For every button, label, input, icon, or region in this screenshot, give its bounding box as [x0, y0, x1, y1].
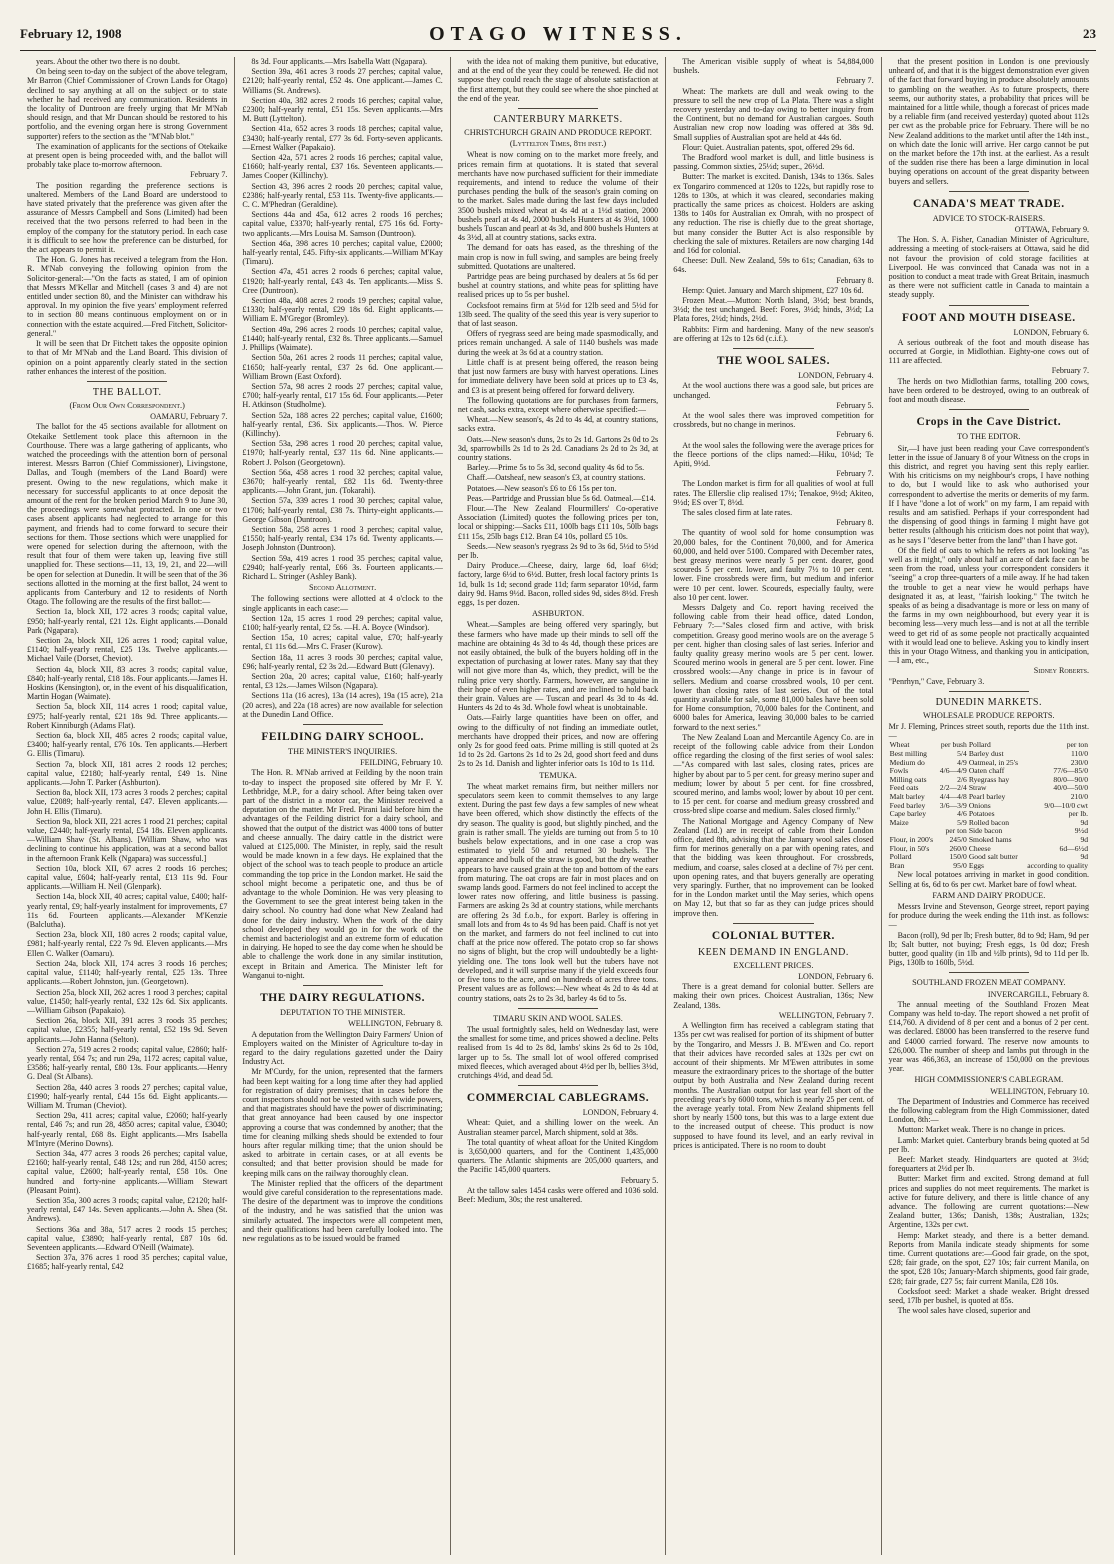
- colonial-butter-subheading: KEEN DEMAND IN ENGLAND.: [697, 946, 849, 958]
- dateline: LONDON, February 4.: [798, 371, 874, 381]
- paragraph: Section 23a, block XII, 180 acres 2 roods; capital value, £981; half-yearly rental, £22 7s 9d. Eleven applicants.—Mrs Ellen C. Walker (Oamaru).: [27, 930, 228, 958]
- cablegrams-continued: [673, 57, 873, 75]
- paragraph: Section 49a, 296 acres 2 roods 10 perches; capital value, £1440; half-yearly rental, £32 8s. Three applicants.—Samuel J. Phillips (Waimate).: [242, 324, 443, 353]
- paragraph: Potatoes.—New season's £6 to £6 15s per ton.: [466, 483, 617, 493]
- section-allotments: [242, 57, 442, 581]
- paragraph: The Hon. R. M'Nab arrived at Feilding by the noon train to-day to inspect the proposed site offered by Mr F. Y. Lethbridge, M.P., for a dairy school. After being taken over part of the district in a motor car, the Minister received a deputation on the matter. Mr Fred. Pirani laid before him the advantages of the Feilding district for a dairy school, and showed that the output of the district was 4000 tons of butter and cheese annually. The dairy cattle in the district were valued at £125,000. The Minister, in reply, said the result would be made known in a few days. He explained that the object of the school was to teach people to produce an article commanding the top price in the London market. He said the school might become a peripatetic one, and thus be of advantage to the whole Dominion. He was very pleasing to the Government to see the great interest being taken in the dairy school. No country had done what New Zealand had done for the dairy industry. When the work of the dairy school developed they would go in for the work of the chemist and bacteriologist and an extreme form of education in dairying. He hoped to see the day come when he should be able to challenge the work done in any similar institution, except in Britain and America. The Minister left for Wanganui to-night.: [242, 768, 443, 980]
- price-cell: Bran: [889, 860, 905, 870]
- colonial-butter-heading: COLONIAL BUTTER.: [711, 929, 835, 942]
- price-cell: Onions: [968, 800, 991, 810]
- southland-heading: SOUTHLAND FROZEN MEAT COMPANY.: [912, 978, 1066, 988]
- paragraph: The examination of applicants for the sections of Otekaike at present open is being proceeded with, and the ballot will probably take place to-morrow afternoon.: [27, 141, 228, 170]
- foot-mouth-heading: FOOT AND MOUTH DISEASE.: [902, 311, 1076, 324]
- paragraph: Section 43, 396 acres 2 roods 20 perches; capital value, £2386; half-yearly rental, £53 11s. Twenty-five applicants.—C. C. M'Phedran (Geraldine).: [242, 181, 443, 210]
- paragraph: Section 20a, 20 acres; capital value, £160; half-yearly rental, £3 12s.—James Wilson (Ngapara).: [242, 672, 443, 691]
- paragraph: Section 37a, 376 acres 1 rood 35 perches; capital value, £1685; half-yearly rental, £42: [27, 1253, 228, 1272]
- page-number: 23: [1083, 26, 1096, 41]
- canterbury-subheading: CHRISTCHURCH GRAIN AND PRODUCE REPORT.: [464, 128, 652, 138]
- market-paragraphs-2: [673, 286, 873, 343]
- high-commissioner-paragraphs: [889, 1097, 1089, 1316]
- price-cell: 80/0—90/0: [1053, 774, 1089, 784]
- divider: [518, 108, 598, 109]
- wool-paragraphs-5: [673, 411, 873, 429]
- wool-paragraphs-7: [673, 479, 873, 517]
- price-cell: per bush: [940, 740, 967, 750]
- canada-meat-heading: CANADA'S MEAT TRADE.: [913, 197, 1065, 210]
- paragraph: Oats.—Fairly large quantities have been on offer, and owing to the difficulty of not finding an immediate outlet, merchants have dropped their prices, and now are offering only 2s for good feed oats. Prime milling is still quoted at 2s 1d to 2s 2d. Gartons 2s 1d to 2s 2d, good short feed and duns 2s to 2s 1d. Danish and lighter inferior oats 1s 10d to 1s 11d.: [457, 713, 659, 769]
- dairy-regulations-heading: THE DAIRY REGULATIONS.: [260, 992, 426, 1005]
- price-cell: Maize: [889, 817, 909, 827]
- paragraph: Section 35a, 300 acres 3 roods; capital value, £2120; half-yearly rental, £47 14s. Seven applicants.—John A. Shea (St. Andrews).: [27, 1195, 228, 1224]
- canada-meat-subheading: ADVICE TO STOCK-RAISERS.: [932, 213, 1045, 223]
- dateline: WELLINGTON, February 7.: [778, 1010, 874, 1020]
- price-cell: Barley dust: [968, 748, 1004, 758]
- paragraph: Section 56a, 458 acres 1 rood 32 perches; capital value, £3670; half-yearly rental, £82 11s 6d. Twenty-three applicants.—John Grant, jun. (Tokarahi).: [242, 467, 443, 496]
- dunedin-after: [889, 870, 1089, 888]
- second-allotment-heading: Second Allotment.: [308, 583, 377, 593]
- price-cell: 3/6—3/9: [939, 800, 967, 810]
- paragraph: Section 24a, block XII, 174 acres 3 roods 16 perches; capital value, £1140; half-yearly rental, £25 13s. Three applicants.—Robert Johnston, jun. (Georgetown).: [27, 958, 228, 987]
- price-cell: Side bacon: [968, 826, 1003, 836]
- paragraph: Section 40a, 382 acres 2 roods 16 perches; capital value, £2300; half-yearly rental, £51 15s. Seven applicants.—Mrs M. Butt (Lyttelton).: [242, 95, 443, 124]
- price-cell: Pollard: [889, 852, 912, 862]
- price-cell: 5/9: [957, 817, 967, 827]
- ashburton-paragraphs: [458, 620, 658, 768]
- second-allotment-paragraphs: [242, 594, 442, 719]
- dunedin-subheading: WHOLESALE PRODUCE REPORTS.: [923, 710, 1055, 720]
- price-cell: Oatmeal, in 25's: [968, 757, 1019, 767]
- price-cell: 9d: [1080, 852, 1089, 862]
- dateline: LONDON, February 4.: [582, 1108, 659, 1118]
- paragraph: Section 27a, 519 acres 2 roods; capital value, £2860; half-yearly rental, £64 7s; and run 29a, 1172 acres; capital value, £3586; half-yearly rental, £80 13s. Four applicants.—Henry G. Deal (St Albans).: [27, 1044, 228, 1082]
- butter-paragraphs-2: [673, 1021, 873, 1150]
- commercial-paragraphs: [458, 1118, 658, 1174]
- price-cell: per lb.: [1068, 809, 1089, 819]
- crops-cave-heading: Crops in the Cave District.: [916, 416, 1062, 429]
- paragraph: Section 57a, 339 acres 1 rood 30 perches; capital value, £1706; half-yearly rental, £38 7s. Thirty-eight applicants.—George Gibson (Duntroon).: [242, 496, 443, 524]
- price-cell: Rolled bacon: [968, 817, 1010, 827]
- feilding-subheading: THE MINISTER'S INQUIRIES.: [288, 747, 398, 757]
- paragraph: Section 25a, block XII, 262 acres 1 rood 3 perches; capital value, £1450; half-yearly rental, £32 12s 6d. Six applicants.—William Gibson (Papakaio).: [27, 987, 228, 1015]
- canterbury-source: (Lyttelton Times, 8th inst.): [509, 139, 607, 149]
- dateline: OAMARU, February 7.: [150, 412, 228, 422]
- wool-sales-heading: THE WOOL SALES.: [716, 355, 830, 368]
- paragraph: New local potatoes arriving in market in good condition. Selling at 6s, 6d to 6s per cwt. Market bare of fowl wheat.: [888, 870, 1090, 889]
- paragraph: Section 48a, 408 acres 2 roods 19 perches; capital value, £1330; half-yearly rental, £29 18s 6d. Eight applicants.—William E. M'Gregor (Bromley).: [242, 296, 443, 324]
- price-cell: 110/0: [1071, 748, 1089, 758]
- paragraph: Seeds.—New season's ryegrass 2s 9d to 3s 6d, 5½d to 5½d per lb.: [457, 541, 659, 560]
- issue-date: February 12, 1908: [20, 26, 122, 41]
- dateline: WELLINGTON, February 8.: [348, 1019, 443, 1029]
- paragraph: The position regarding the preference sections is unaltered. Members of the Land Board are understood to have stated privately that the preference was given after the assurance of Messrs Campbell and Sons (Limited) had been received that the two persons referred to had been in the employ of the company for the statutory period. In each case it is difficult to see how the preference can be disturbed, for the act appears to permit it.: [27, 180, 228, 255]
- temuka-heading: TEMUKA.: [539, 770, 577, 780]
- farm-paragraphs: [889, 902, 1089, 967]
- paragraph: Sections 44a and 45a, 612 acres 2 roods 16 perches; capital value, £3370; half-yearly rental, £75 16s 6d. Forty-two applicants.—Mrs Louisa M. Samson (Duntroon).: [242, 210, 443, 238]
- paragraph: Section 8a, block XII, 173 acres 3 roods 2 perches; capital value, £2089; half-yearly rental, £47. Eleven applicants.—John H. Ellis (Timaru).: [27, 788, 228, 816]
- preference-paragraphs: [27, 181, 227, 376]
- price-cell: Eggs: [968, 860, 984, 870]
- dateline: LONDON, February 6.: [798, 972, 874, 982]
- foot-mouth-paragraphs: [889, 338, 1089, 366]
- paragraph: The annual meeting of the Southland Frozen Meat Company was held to-day. The report showed a net profit of £14,760. A dividend of 8 per cent and a bonus of 2 per cent. was declared. £8000 has been transferred to the reserve fund and £4000 carried forward. The reserve now amounts to £26,000. The number of sheep and lambs put through in the year was 466,363, an increase of 150,000 on the previous year.: [888, 999, 1090, 1074]
- paragraph: At the wool auctions there was a good sale, but prices are unchanged.: [673, 381, 874, 400]
- price-row: [889, 862, 1089, 871]
- divider: [518, 1085, 598, 1086]
- paragraph: The Department of Industries and Commerce has received the following cablegram from the High Commissioner, dated London, 8th:—: [888, 1096, 1090, 1125]
- dateline: February 8.: [836, 518, 874, 528]
- dateline: February 5.: [836, 400, 874, 410]
- paragraph: The wheat market remains firm, but neither millers nor speculators seem keen to commit themselves to any large extent. During the past few days a few samples of new wheat have been offered, which show distinctly the effects of the dry season. The quality is good, but slightly pinched, and the grain is rather small. The yields are turning out from 5 to 10 bushels below expectations, and in one case a crop was estimated to yield 50 and returned 30 bushels. The appearance and bulk of the straw is good, but the dry weather appears to have caused grain at the top and bottom of the ears from maturing. The oat crops are fair in most places and on swamp lands good. Farmers do not feel inclined to accept the lower rates now offering, and little business is passing. Farmers are asking 2s 3d at country stations, while merchants are offering 2s 3d f.o.b., for export. Barley is offering in small lots and from 4s to 4s 9d has been paid. Chaff is not yet on the market, and farmers do not feel inclined to cut into chaff at the price now offered. The potato crop so far shows no signs of blight, but the crop will undoubtedly be a light-yielding one. The tons look well but the tubers have not developed, and it will surprise many if the yield exceeds four or five tons to the acre, and on hundreds of acres three tons. Present values are as follows:—New wheat 4s 2d to 4s 4d at country stations, oats 2s to 2s 3d, barley 4s 6d to 5s.: [457, 781, 659, 1003]
- paragraph: Section 57a, 98 acres 2 roods 27 perches; capital value, £700; half-yearly rental, £17 15s 6d. Four applicants.—Peter H. Atkinson (Studholme).: [242, 381, 443, 410]
- paragraph: Mutton: Market weak. There is no change in prices.: [897, 1125, 1066, 1135]
- divider: [949, 409, 1029, 410]
- dateline: February 8.: [836, 275, 874, 285]
- price-cell: according to quality: [1027, 860, 1089, 870]
- column-4: [666, 57, 881, 1555]
- paragraph: Dairy Produce.—Cheese, dairy, large 6d, loaf 6½d; factory, large 6½d to 6½d. Butter, fresh local factory prints 1s 1d, bulk 1s 1d; second grade 11d; farm separator 10½d, farm dairy 9d. Hams 9½d. Bacon, rolled sides 9d, sides 8½d. Fresh eggs, 1s per dozen.: [457, 561, 659, 607]
- timaru-heading: TIMARU SKIN AND WOOL SALES.: [493, 1013, 623, 1023]
- crops-letter: [889, 444, 1089, 666]
- feilding-heading: FEILDING DAIRY SCHOOL.: [261, 731, 424, 744]
- paragraph: Little chaff is at present being offered, the reason being that just now farmers are busy with harvest operations. Lines for immediate delivery have been sold at prices up to £3 4s, and £3 is at present being offered for forward delivery.: [457, 357, 659, 395]
- paragraph: Chaff.—Oatsheaf, new season's £3, at country stations.: [466, 473, 646, 483]
- price-cell: Pollard: [968, 740, 991, 750]
- dateline: FEILDING, February 10.: [360, 758, 443, 768]
- price-cell: 4/6—4/9: [939, 766, 967, 776]
- dateline: February 7.: [190, 170, 228, 180]
- canterbury-markets-heading: CANTERBURY MARKETS.: [493, 114, 623, 126]
- paragraph: Butter: The market is excited. Danish, 134s to 136s. Sales ex Tongariro commenced at 120s to 122s, but rapidly rose to 128s to 130s, at which it was cleared, secondaries making practically the same prices as choicest. Holders are asking 138s to 140s for Australian ex Omrah, with no prospect of any reduction. The rise is chiefly due to the great shortage, but many consider the Butter Act is also responsible by checking the sale of mixtures. Retailers are now charging 14d and 16d for colonial.: [673, 172, 874, 256]
- price-cell: Flour, in 200's: [889, 834, 934, 844]
- price-cell: Wheat: [889, 740, 910, 750]
- farm-dairy-heading: FARM AND DAIRY PRODUCE.: [932, 890, 1046, 900]
- paragraph: Messrs Irvine and Stevenson, George street, report paying for produce during the week ending the 11th inst. as follows:—: [888, 901, 1090, 930]
- price-cell: 4/6: [957, 809, 967, 819]
- columns: [20, 57, 1096, 1555]
- paragraph: Section 28a, 440 acres 3 roods 27 perches; capital value, £1990; half-yearly rental, £44 15s 6d. Eight applicants.—William M. Truman (Cheviot).: [27, 1082, 228, 1110]
- paragraph: The herds on two Midlothian farms, totalling 200 cows, have been ordered to be destroyed, owing to an outbreak of foot and mouth disease.: [888, 376, 1090, 405]
- paragraph: Beef: Market steady. Hindquarters are quoted at 3½d; forequarters at 2½d per lb.: [888, 1154, 1090, 1174]
- paragraph: Section 58a, 258 acres 1 rood 3 perches; capital value, £1550; half-yearly rental, £34 17s 6d. Twenty applicants.—Joseph Johnston (Duntroon).: [242, 524, 443, 553]
- price-cell: 245/0: [949, 834, 967, 844]
- masthead: [20, 22, 1096, 51]
- high-commissioner-heading: HIGH COMMISSIONER'S CABLEGRAM.: [914, 1075, 1064, 1085]
- paragraph: Of the field of oats to which he refers as not looking "as well as it might," only about half an acre of dark face can be seen from the road, unless your correspondent considers it "seeing" a crop three-quarters of a mile away. If he had taken the trouble to get a near view he would perhaps have designated it as, at least, "fairish looking." The twitch he speaks of as being a disadvantage is more or less on many of the farms in my own neighbourhood, but every year it is becoming less—very much less—and is not at all the terrible weed to get rid of as some people not practically acquainted with it would lead one to believe. Asking you to kindly insert this in your Otago Witness, and thanking you in anticipation,—I am, etc.,: [888, 545, 1090, 666]
- paragraph: The quantity of wool sold for home consumption was 20,000 bales, for the Continent 70,000, and for America 60,000, and held over 5100. Compared with December rates, best greasy merinos were nearly 5 per cent. dearer, good scoureds 5 per cent. lower, and faulty 7½ to 10 per cent. lower. Fine crossbreds were firm, but medium and inferior were 10 per cent. lower. Scoureds, especially faulty, were also 10 per cent. lower.: [673, 528, 874, 602]
- price-cell: 4/4—4/8: [939, 791, 967, 801]
- paragraph: Section 47a, 451 acres 2 roods 6 perches; capital value, £1920; half-yearly rental, £43 4s. Ten applicants.—Miss S. Cree (Duntroon).: [242, 267, 443, 295]
- price-table: [889, 741, 1089, 870]
- foot-mouth-paragraphs-2: [889, 377, 1089, 405]
- dateline: February 5.: [620, 1175, 659, 1185]
- paragraph: Wheat.—Samples are being offered very sparingly, but these farmers who have made up their minds to sell off the machine are obtaining 4s 3d to 4s 4d, though these prices are not easily obtained, the bulk of the buyers holding off in the expectation of purchasing at lower rates. Many say that they will not give more than 4s, which, they predict, will be the ruling price very shortly. Farmers, however, are sanguine in their hope of even higher rates, and are inclined to hold back their grain. Values are — Tuscan and pearl 4s 3d to 4s 4d. Hunters 4s 2d to 4s 3d. Whole fowl wheat is unobtainable.: [457, 620, 659, 713]
- price-cell: 5/4: [957, 748, 967, 758]
- paragraph: The usual fortnightly sales, held on Wednesday last, were the smallest for some time, and prices showed a decline. Pelts realised from 1s 4d to 2s 8d, lambs' skins 2s 6d to 2s 10d, larger up to 5s. The small lot of wool offered comprised mixed fleeces, which averaged about 4½d per lb, bellies 3½d, crutchings 4½d, and dead 5d.: [457, 1024, 659, 1080]
- paragraph: The following sections were allotted at 4 o'clock to the single applicants in each case:—: [242, 594, 443, 613]
- paragraph: On being seen to-day on the subject of the above telegram, Mr Barron (Chief Commissioner of Crown Lands for Otago) declined to say anything at all on the subject or to state whether he had received any communication. Residents in the locality of Duntroon are freely urging that Mr M'Nab should resign, and that Mr Duncan should be restored to his portfolio, and the evening organ here is strong Government supporter) refers to the section as the "M'Nab blot.": [27, 67, 228, 141]
- market-paragraphs: [673, 87, 873, 275]
- paragraph: Section 34a, 477 acres 3 roods 26 perches; capital value, £2160; half-yearly rental, £48 12s; and run 28d, 4150 acres; capital value, £2600; half-yearly rental, £58 10s. One hundred and forty-nine applicants.—William Stewart (Pleasant Point).: [27, 1148, 228, 1195]
- price-cell: 210/0: [1070, 791, 1089, 801]
- commercial-paragraphs-2: [458, 1186, 658, 1204]
- paragraph: Flour.—The New Zealand Flourmillers' Co-operative Association (Limited) quotes the following prices per ton, local or shipping:—Sacks £11, 100lb bags £11 10s, 50lb bags £11 15s, 25lb bags £12. Bran £4 10s, pollard £5 10s.: [457, 503, 659, 541]
- ashburton-heading: ASHBURTON.: [531, 609, 585, 619]
- paragraph: Section 12a, 15 acres 1 rood 29 perches; capital value, £100; half-yearly rental, £2 5s. —H. A. Boyce (Windsor).: [242, 613, 443, 632]
- divider: [949, 691, 1029, 692]
- paragraph: The total quantity of wheat afloat for the United Kingdom is 3,650,000 quarters, and for the Continent 1,435,000 quarters. The Atlantic shipments are 205,000 quarters, and the Pacific 145,000 quarters.: [457, 1137, 659, 1175]
- butter-continued: [889, 57, 1089, 186]
- price-cell: Smoked hams: [968, 834, 1012, 844]
- price-cell: Good salt butter: [968, 852, 1018, 862]
- colonial-butter-subheading-2: EXCELLENT PRICES.: [733, 960, 814, 970]
- price-cell: 9½d: [1074, 826, 1089, 836]
- to-editor-label: TO THE EDITOR.: [957, 432, 1021, 442]
- paragraph: Section 26a, block XII, 391 acres 3 roods 35 perches; capital value, £2355; half-yearly rental, £52 19s 9d. Seven applicants.—John Hanna (Selton).: [27, 1016, 228, 1044]
- paragraph: Section 29a, 411 acres; capital value, £2060; half-yearly rental, £46 7s; and run 28, 4850 acres; capital value, £3040; half-yearly rental, £68 8s. Eight applicants.—Mrs Isabella M'Intyre (Merino Downs).: [27, 1111, 228, 1148]
- paragraph: The London market is firm for all qualities of wool at full rates. The Ellerslie clip realised 17½; Tenakoe, 9½d; Akiteo, 9½d; ES over T, 8½d.: [673, 479, 874, 507]
- price-cell: 230/0: [1070, 757, 1089, 767]
- wool-paragraphs-6: [673, 441, 873, 469]
- letter-address: "Penrhyn," Cave, February 3.: [888, 676, 985, 686]
- dairy-regulations-subheading: DEPUTATION TO THE MINISTER.: [280, 1008, 406, 1018]
- price-cell: 260/0: [949, 843, 967, 853]
- wool-paragraphs-8: [673, 528, 873, 918]
- paragraph: Wheat.—New season's, 4s 2d to 4s 4d, at country stations, sacks extra.: [457, 415, 659, 434]
- paragraph: Section 1a, block XII, 172 acres 3 roods; capital value, £950; half-yearly rental, £21 12s. Eight applicants.—Donald Park (Ngapara).: [27, 607, 228, 635]
- paragraph: Section 42a, 571 acres 2 roods 16 perches; capital value, £1660; half-yearly rental, £37 16s. Seventeen applicants.—James Cooper (Killinchy).: [242, 153, 443, 181]
- paragraph: Section 2a, block XII, 126 acres 1 rood; capital value, £1140; half-yearly rental, £25 13s. Twelve applicants.—Michael Vaile (Dorset, Cheviot).: [27, 635, 228, 664]
- paragraph: Section 6a, block XII, 485 acres 2 roods; capital value, £3400; half-yearly rental, £76 10s. Ten applicants.—Herbert G. Ellis (Timaru).: [27, 731, 228, 759]
- paragraph: Section 50a, 261 acres 2 roods 11 perches; capital value, £1650; half-yearly rental, £37 2s 6d. One applicant.—William Brown (East Oxford).: [242, 353, 443, 381]
- dairy-regulations-paragraphs: [242, 1030, 442, 1244]
- paragraph: The following quotations are for purchases from farmers, net cash, sacks extra, except where otherwise specified:—: [457, 395, 659, 414]
- paragraph: Section 7a, block XII, 181 acres 2 roods 12 perches; capital value, £2180; half-yearly rental, £49 1s. Nine applicants.—John T. Parker (Ashburton).: [27, 759, 228, 788]
- price-cell: Fowls: [889, 766, 909, 776]
- paragraph: A Wellington firm has received a cablegram stating that 135s per cwt was realised for portion of its shipment of butter by the Tongariro, and Messrs J. B. M'Ewen and Co. report that their advices have recorded sales at 132s per cwt on account of their shipments. Mr M'Ewen attributes in some measure the extraordinary prices to the shortage of the butter output by both Australia and New Zealand during recent months. The Australian output for last year fell short of the preceding year's by 6000 tons, which is nearly 25 per cent. of the average yearly total. From New Zealand shipments fell short by nearly 1500 tons, but this was to a large extent due to the increased output of cheese. This product is now supposed to have found its level, and an early revival in prices is anticipated. There is no room to doubt: [673, 1021, 874, 1150]
- paragraph: It will be seen that Dr Fitchett takes the opposite opinion to that of Mr M'Nab and the Land Board. This division of opinion on a point apparently clearly stated in the section rather enhances the interest of the position.: [27, 339, 228, 376]
- paragraph: Butter: Market firm and excited. Strong demand at full prices and supplies do not meet requirements. The market is active for future delivery, and there is little chance of any advance. The following are current quotations:—New Zealand butter, 136s; Danish, 138s; Australian, 132s; Argentine, 132s per cwt.: [888, 1174, 1090, 1230]
- canterbury-paragraphs: [458, 150, 658, 607]
- price-cell: Cape barley: [889, 809, 927, 819]
- dateline: INVERCARGILL, February 8.: [987, 989, 1090, 999]
- divider: [303, 985, 383, 986]
- paragraph: Hemp: Quiet. January and March shipment, £27 10s 6d.: [682, 285, 864, 295]
- divider: [303, 724, 383, 725]
- price-cell: Milling oats: [889, 774, 927, 784]
- paragraph: Section 41a, 652 acres 3 roods 18 perches; capital value, £3430; half-yearly rental, £77 3s 6d. Forty-seven applicants.—Ernest Walker (Papakaio).: [242, 124, 443, 152]
- paragraph: Sir,—I have just been reading your Cave correspondent's letter in the issue of January 8 of your Witness on the crops in this district, and regret you having sent this reply earlier. With his criticisms on my neighbour's crops, I have nothing to do, but I would like to ask who authorised your correspondent to advertise the merits or demerits of my farm. If I have "done a lot of work" on my farm, I am repaid with results and am satisfied. Perhaps if your correspondent had the dispensing of good things in farming I might have got better results (although his criticism does not point that way), as he says I "deserve better from the land" than I have got.: [888, 443, 1090, 545]
- paragraph: The National Mortgage and Agency Company of New Zealand (Ltd.) are in receipt of cable from their London office, dated 8th, advising that the January wool sales closed firm for merinos generally on a par with opening rates, and that the bidding was keen throughout. For crossbreds, medium, and coarse, sales closed at a decline of 7½ per cent. upon opening rates, and that buyers generally are operating very sparingly. Further, that no improvement can be looked for in the London market until the May series, which opens on May 12, but that so far as they can judge prices should improve then.: [673, 816, 874, 918]
- paragraph: Section 18a, 11 acres 3 roods 30 perches; capital value, £96; half-yearly rental, £2 3s 2d.—Edward Butt (Glenavy).: [242, 652, 443, 671]
- dairy-continued: [458, 57, 658, 103]
- column-5: [882, 57, 1096, 1555]
- dunedin-intro: Mr J. Fleming, Princes street south, reports due the 11th inst. —: [888, 721, 1090, 741]
- price-cell: Oaten chaff: [968, 766, 1005, 776]
- price-cell: Medium do: [889, 757, 925, 767]
- dateline: February 7.: [836, 469, 874, 479]
- paragraph: Section 15a, 10 acres; capital value, £70; half-yearly rental, £1 11s 6d.—Mrs C. Fraser (Kurow).: [242, 633, 443, 652]
- paragraph: Mr M'Curdy, for the union, represented that the farmers had been kept waiting for a long time after they had applied for registration of dairy premises; that in cases before the court inspectors should not be vested with such wide powers, and that magistrates should have the power of discriminating; that great annoyance had been caused by one inspector approving a course that was condemned by another; that the time for cleaning milking sheds should be extended to four hours after regular milking time; that the union should be asked to arbitrate in certain cases, or at all events be consulted; and that better provision should be made for keeping milk cans on the railway thoroughly clean.: [242, 1067, 443, 1178]
- paragraph: The Hon. S. A. Fisher, Canadian Minister of Agriculture, addressing a meeting of stock-raisers at Ottawa, said he did not favour the provision of cold storage facilities at Liverpool. He was convinced that Canada was not in a position to conduct a meat trade with Great Britain, inasmuch as there were not sufficient cattle in Canada to maintain a steady supply.: [888, 235, 1090, 300]
- paragraph: At the wool sales there was improved competition for crossbreds, but no change in merinos.: [673, 410, 874, 430]
- paragraph: At the wool sales the following were the average prices for the fleece portions of the clips named:—Hiku, 10¼d; Te Apiti, 9½d.: [673, 440, 874, 468]
- column-1: [20, 57, 235, 1555]
- paragraph: Section 5a, block XII, 114 acres 1 rood; capital value, £975; half-yearly rental, £21 18s 9d. Three applicants.—Robert Kinniburgh (Adams Flat).: [27, 702, 228, 730]
- paragraph: Frozen Meat.—Mutton: North Island, 3½d; best brands, 3½d; the test unchanged. Beef: Fores, 3½d; hinds, 3½d; La Plata fores, 2½d; hinds, 2½d.: [673, 296, 874, 324]
- price-cell: Feed barley: [889, 800, 926, 810]
- paragraph: Wheat is now coming on to the market more freely, and prices remain firm at quotations. It is stated that several merchants have now purchased sufficient for their immediate requirements, and intend to reduce the volume of their purchases pending the bulk of the season's grain coming on to the market. Sales made during the last few days included 3500 bushels mixed wheat at 4s 4d at a 1½d station, 2000 bushels pearl at 4s 4d, 2000 bushels Hunters at 4s 3½d, 1000 bushels Tuscan and pearl at 4s 3d, and 800 bushels Hunters at 4s 3½d, all at country stations, sacks extra.: [457, 150, 659, 243]
- price-cell: Straw: [968, 783, 987, 793]
- paragraph: Barley.—Prime 5s to 5s 3d, second quality 4s 6d to 5s.: [466, 463, 645, 473]
- divider: [949, 191, 1029, 192]
- paragraph: Bacon (roll), 9d per lb; Fresh butter, 8d to 9d; Ham, 9d per lb; Salt butter, not buying; Fresh eggs, 1s 0d doz; Fresh butter, good quality (in 1lb and ½lb prints), 9d to 11d per lb. Pigs, 130lb to 160lb, 5½d.: [888, 930, 1090, 968]
- price-cell: Potatoes: [968, 809, 995, 819]
- dateline: WELLINGTON, February 10.: [990, 1086, 1090, 1096]
- dateline: February 7.: [836, 76, 874, 86]
- paragraph: Offers of ryegrass seed are being made spasmodically, and prices remain unchanged. A sale of 1140 bushels was made during the week at 3s 6d at a country station.: [457, 329, 659, 357]
- paragraph: Oats.—New season's duns, 2s to 2s 1d. Gartons 2s 0d to 2s 3d, sparrowbills 2s 1d to 2s 2d. Canadians 2s 2d to 2s 3d, at country stations.: [457, 434, 659, 462]
- newspaper-title: OTAGO WITNESS.: [429, 23, 687, 45]
- price-cell: Pearl barley: [968, 791, 1006, 801]
- price-cell: 2/2—2/4: [939, 783, 967, 793]
- price-cell: per ton: [1066, 740, 1089, 750]
- paragraph: Lamb: Market quiet. Canterbury brands being quoted at 5d per lb.: [888, 1135, 1090, 1154]
- dateline: OTTAWA, February 9.: [1014, 225, 1090, 235]
- price-cell: 77/6—85/0: [1053, 766, 1089, 776]
- price-cell: 6d—6½d: [1059, 843, 1089, 853]
- price-cell: 9d: [1080, 817, 1089, 827]
- paragraph: 8s 3d. Four applicants.—Mrs Isabella Watt (Ngapara).: [251, 57, 428, 66]
- commercial-cablegrams-heading: COMMERCIAL CABLEGRAMS.: [466, 1092, 650, 1105]
- paragraph: The American visible supply of wheat is 54,884,000 bushels.: [673, 57, 874, 76]
- dateline: LONDON, February 6.: [1013, 327, 1090, 337]
- paragraph: Sections 36a and 38a, 517 acres 2 roods 15 perches; capital value, £3890; half-yearly rental, £87 10s 6d. Seventeen applicants.—Edward O'Neill (Waimate).: [27, 1224, 228, 1252]
- paragraph: Partridge peas are being purchased by dealers at 5s 6d per bushel at country stations, and white peas for splitting have realised prices up to 5s per bushel.: [457, 272, 659, 300]
- ballot-subheading: (From Our Own Correspondent.): [69, 400, 185, 410]
- paragraph: with the idea not of making them punitive, but educative, and at the end of the year they could be renewed. He did not suppose they could reach the stage of absolute satisfaction at the first attempt, but they could see where the shoe pinched at the end of the year.: [457, 57, 659, 103]
- paragraph: Section 14a, block XII, 40 acres; capital value, £400; half-yearly rental, £9; half-yearly instalment for improvements, £7 11s 6d. Fourteen applicants.—Alexander M'Kenzie (Balclutha).: [27, 892, 228, 930]
- paragraph: The Minister replied that the officers of the department would give careful consideration to the representations made. The desire of the department was to improve the conditions of the industry, and he was satisfied that the union was similarly actuated. The inspectors were all competent men, and their qualifications had been carefully looked into. The new regulations as to be issued would be framed: [242, 1178, 443, 1243]
- paragraph: The wool sales have closed, superior and: [897, 1306, 1031, 1316]
- feilding-paragraphs: [242, 768, 442, 980]
- southland-paragraphs: [889, 1000, 1089, 1074]
- paragraph: Section 52a, 188 acres 22 perches; capital value, £1600; half-yearly rental, £36. Six applicants.—Thos. W. Pierce (Killinchy).: [242, 410, 443, 438]
- canada-paragraphs: [889, 235, 1089, 299]
- paragraph: Section 10a, block XII, 67 acres 2 roods 16 perches; capital value, £604; half-yearly rental, £13 11s 9d. Four applicants.—William H. Neil (Glenpark).: [27, 863, 228, 892]
- price-cell: 2/6: [957, 774, 967, 784]
- divider: [87, 381, 167, 382]
- price-cell: Cheese: [968, 843, 991, 853]
- otekaike-paragraphs: [27, 57, 227, 169]
- divider: [949, 972, 1029, 973]
- dateline: February 6.: [836, 430, 874, 440]
- paragraph: that the present position in London is one previously unheard of, and that it is the biggest demonstration ever given of the fact that forward buying in produce absolutely amounts to gambling on the weather. As to future prospects, there seems, our authority states, a probability that prices will be maintained for a little while, though a forecast of prices made by a reliable firm (and received yesterday) quoted about 112s per cwt as the probable price for February. There will be no New Zealand additions to the market until after the 14th inst., on which date the Ionic will arrive. Her cargo cannot be put on the market before the 17th inst. at the earliest. As a result of the sudden rise there has been a large diminution in local buying operations on account of the great disparity between buyers and sellers.: [888, 57, 1090, 186]
- paragraph: Section 39a, 461 acres 3 roods 27 perches; capital value, £2120; half-yearly rental, £52 4s. One applicant.—James C. Williams (St. Andrews).: [242, 67, 443, 95]
- paragraph: Section 4a, block XII, 83 acres 3 roods; capital value, £840; half-yearly rental, £18 18s. Four applicants.—James H. Hoskins (Kensington), or, in the event of his disqualification, Martin Hogan (Waimate).: [27, 664, 228, 702]
- paragraph: The ballot for the 45 sections available for allotment on Otekaike Settlement took place this afternoon in the Courthouse. There was a large gathering of applicants, who watched the proceedings with the attention born of personal interest. Messrs Barron (Chief Commissioner), Livingstone, Dallas, and Tough (members of the Land Board) were present. Owing to the new regulations, which make it necessary for successful applicants to at once deposit the amount of the rent for the broken period March 9 to June 30, the proceedings were somewhat protracted. In one or two cases absent applicants had neglected to arrange for this payment, and friends had to come forward to secure their sections for them. Those sections which were unapplied for were opened for selection during the afternoon, with the result that four of them were taken up, leaving five still unapplied for. These sections—11, 13, 19, 21, and 22—will be open for selection at Dunedin. It will be seen that of the 36 sections allotted in the morning at the first ballot, 24 went to applicants from Canterbury and 12 to residents of North Otago. The following are the results of the first ballot:—: [27, 422, 228, 607]
- paragraph: Messrs Dalgety and Co. report having received the following cable from their head office, dated London, February 7:—"Sales closed firm and active, with brisk competition. Greasy good merino wools are on the average 5 per cent. higher than closing sales of last series. Inferior and faulty quality greasy merino wools are 5 per cent. lower. Scoured merino wools in general are 5 per cent. lower. Fine crossbred wools:—Any change in price is in favour of sellers. Medium and coarse crossbred wools, 10 per cent. lower than closing rates of last series. Out of the total quantity available for sale, some 81,000 bales have been sold for Home consumption, 70,000 bales for the Continent, and 6000 bales for America, leaving 30,000 bales to be carried forward to the next series.": [673, 602, 874, 732]
- wool-paragraphs: [673, 381, 873, 399]
- price-cell: 9/0—10/0 cwt: [1044, 800, 1089, 810]
- paragraph: At the tallow sales 1454 casks were offered and 1036 sold. Beef: Medium, 30s; the rest unaltered.: [457, 1185, 659, 1204]
- divider: [733, 348, 813, 349]
- price-cell: Ryegrass hay: [968, 774, 1010, 784]
- temuka-paragraphs: [458, 782, 658, 1003]
- paragraph: There is a great demand for colonial butter. Sellers are making their own prices. Choicest Australian, 136s; New Zealand, 138s.: [673, 982, 874, 1010]
- price-cell: per ton: [945, 826, 967, 836]
- dunedin-markets-heading: DUNEDIN MARKETS.: [935, 696, 1042, 708]
- paragraph: Section 9a, block XII, 221 acres 1 rood 21 perches; capital value, £2440; half-yearly rental, £54 18s. Eleven applicants.—William Shaw (St. Albans). [William Shaw, who was declining to continue his application, was at a second ballot in the afternoon Frank Kelk (Ngapara) was successful.]: [27, 816, 228, 863]
- paragraph: A deputation from the Wellington Dairy Farmers' Union of Employers waited on the Minister of Agriculture to-day in regard to the dairy regulations gazetted under the Dairy Industry Act.: [242, 1029, 443, 1067]
- paragraph: Flour: Quiet. Australian patents, spot, offered 29s 6d.: [682, 142, 855, 152]
- paragraph: Rabbits: Firm and hardening. Many of the new season's are offering at 12s to 12s 6d (c.i.f.).: [673, 324, 874, 343]
- paragraph: The Hon. G. Jones has received a telegram from the Hon. R. M'Nab conveying the following opinion from the Solicitor-general:—"On the facts as stated, I am of opinion that Messrs M'Kellar and Mitchell (cases 3 and 4) are not entitled under section 80, and the Minister can withdraw his approval. In my opinion the five years' employment referred to in section 80 means continuous employment on or in connection with the estate acquired.—Fred Fitchett, Solicitor-general.": [27, 255, 228, 338]
- price-cell: 150/0: [949, 852, 967, 862]
- column-2: [235, 57, 450, 1555]
- paragraph: Peas.—Partridge and Prussian blue 5s 6d. Oatmeal.—£14.: [466, 493, 656, 503]
- paragraph: Hemp: Market steady, and there is a better demand. Reports from Manila indicate steady shipments for some time. Current quotations are:—Good fair grade, on the spot, £28; fair grade, on the spot, £27 10s; fair current Manila, on the spot, £28 10s; January-March shipments, good fair grade, £28; fair grade, £27 5s; fair current Manila, £28 10s.: [888, 1230, 1090, 1286]
- paragraph: The New Zealand Loan and Mercantile Agency Co. are in receipt of the following cable advice from their London office regarding the closing of the first series of wool sales:—"As compared with last sales, closing rates, prices are higher by about par to 5 per cent. for greasy merino super and medium; lower by about 5 per cent. for fine crossbred, scoured merino, and lambs wool; lower by about 10 per cent. to 15 per cent. for coarse and medium greasy crossbred and cross-bred slipe coarse and medium. Sales closed firmly.": [673, 732, 874, 816]
- paragraph: Sections 11a (16 acres), 13a (14 acres), 19a (15 acre), 21a (20 acres), and 22a (18 acres) are now available for selection at the Dunedin Land Office.: [242, 691, 443, 719]
- paragraph: Cheese: Dull. New Zealand, 59s to 61s; Canadian, 63s to 64s.: [673, 256, 874, 275]
- paragraph: years. About the other two there is no doubt.: [36, 57, 180, 66]
- price-cell: Malt barley: [889, 791, 925, 801]
- paragraph: Wheat: The markets are dull and weak owing to the pressure to sell the new crop of La Plata. There was a slight recovery yesterday and to-day owing to better inquiry from the Continent, but no demand for Australian cargoes. South Australian new crop now loading was offered at 38s 9d. Small supplies of Australian spot are held at 44s 6d.: [673, 86, 874, 142]
- price-cell: 4/9: [957, 757, 967, 767]
- paragraph: Wheat: Quiet, and a shilling lower on the week. An Australian steamer parcel, March shipment, sold at 38s.: [457, 1118, 659, 1137]
- paragraph: Section 53a, 298 acres 1 rood 20 perches; capital value, £1970; half-yearly rental, £37 11s 6d. Nine applicants.—Robert J. Polson (Georgetown).: [242, 439, 443, 467]
- divider: [733, 923, 813, 924]
- letter-signature: Sidney Roberts.: [1033, 666, 1090, 676]
- price-cell: 95/0: [953, 860, 967, 870]
- price-cell: Best milling: [889, 748, 927, 758]
- paragraph: The sales closed firm at late rates.: [682, 507, 793, 517]
- paragraph: A serious outbreak of the foot and mouth disease has occurred at Gorgie, in Midlothian. Eighty-one cows out of 111 are affected.: [888, 337, 1090, 366]
- price-cell: Flour, in 50's: [889, 843, 930, 853]
- divider: [949, 305, 1029, 306]
- divider: [518, 1008, 598, 1009]
- dateline: February 7.: [1051, 366, 1090, 376]
- column-3: [451, 57, 666, 1555]
- price-cell: 9d: [1080, 834, 1089, 844]
- butter-paragraphs: [673, 982, 873, 1010]
- paragraph: The Bradford wool market is dull, and little business is passing. Common sixties, 25½d; super., 26½d.: [673, 153, 874, 172]
- ballot-paragraphs: [27, 422, 227, 1271]
- paragraph: Section 46a, 398 acres 10 perches; capital value, £2000; half-yearly rental, £45. Fifty-six applicants.—William M'Kay (Timaru).: [242, 238, 443, 267]
- price-cell: Feed oats: [889, 783, 919, 793]
- paragraph: Cocksfoot seed: Market a shade weaker. Bright dressed seed, 17lb per bushel, is quoted at 85s.: [888, 1286, 1090, 1306]
- paragraph: Cocksfoot remains firm at 5½d for 12lb seed and 5½d for 13lb seed. The quality of the seed this year is very superior to that of last season.: [457, 300, 659, 329]
- paragraph: Section 59a, 419 acres 1 rood 35 perches; capital value, £2940; half-yearly rental, £66 3s. Fourteen applicants.—Richard L. Stringer (Ashley Bank).: [242, 553, 443, 581]
- timaru-paragraphs: [458, 1025, 658, 1080]
- paragraph: The demand for oats has eased, as the threshing of the main crop is now in full swing, and samples are being freely submitted. Quotations are unaltered.: [457, 243, 659, 271]
- ballot-heading: THE BALLOT.: [92, 386, 162, 398]
- price-cell: 40/0—50/0: [1053, 783, 1089, 793]
